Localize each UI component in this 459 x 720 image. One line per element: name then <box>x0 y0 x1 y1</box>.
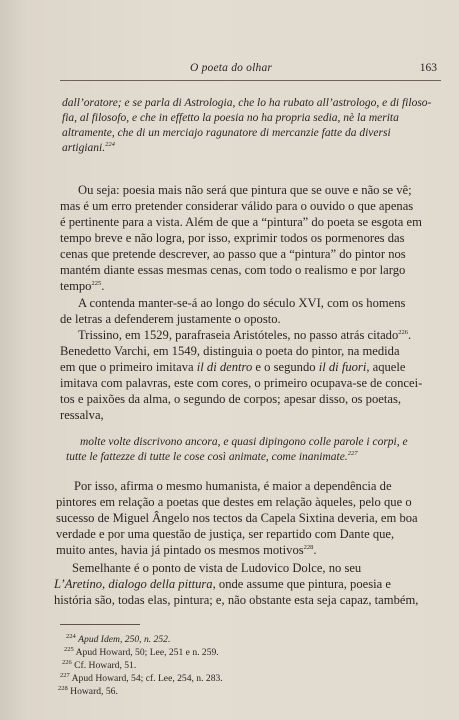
italic-title: L’Aretino, dialogo della pittura <box>54 577 213 591</box>
quote1-line: altramente, che di un merciajo ragunatore di mercanzie fatte da diversi <box>62 127 391 139</box>
quote2-line: tutte le fattezze di tutte le cose così animate, come inanimate. <box>66 451 348 463</box>
running-header <box>60 62 441 81</box>
body-line: mas é um erro pretender considerar válido para o ouvido o que apenas <box>60 199 414 213</box>
body-text: Trissino, em 1529, parafraseia Aristóteles, no passo atrás citado <box>78 328 399 342</box>
footnote-ref: 226 <box>398 328 409 336</box>
footnote-text: Cf. Howard, 51. <box>74 660 137 671</box>
body-line <box>54 576 391 592</box>
body-line: é pertinente para a vista. Além de que a “pintura” do poeta se esgota em <box>60 215 422 229</box>
footnote-text: Apud Howard, 54; cf. Lee, 254, n. 283. <box>71 673 223 684</box>
body-line <box>60 359 406 375</box>
footnote-number: 228 <box>58 684 68 692</box>
body-last-line: muito antes, havia já pintado os mesmos motivos$^{228}$. <box>56 543 317 557</box>
footnote-number: 224 <box>66 632 76 640</box>
body-line: Benedetto Varchi, em 1549, distinguia o poeta do pintor, na medida <box>60 344 400 358</box>
body-line: de letras a defenderem justamente o oposto. <box>60 312 281 326</box>
quote1-line: artigiani. <box>62 142 106 154</box>
body-text: em que o primeiro imitava <box>60 360 197 374</box>
quote1-line: dall’oratore; e se parla di Astrologia, che lo ha rubato all’astrologo, e di filoso- <box>62 97 432 109</box>
footnote-number: 226 <box>62 658 72 666</box>
body-text: , onde assume que pintura, poesia e <box>212 577 391 591</box>
italic-term: il di fuori <box>318 360 367 374</box>
footnote-text: Apud Idem, 250, n. 252. <box>78 634 171 645</box>
footnote-ref: 227 <box>347 450 358 458</box>
body-line: Ou seja: poesia mais não será que pintura que se ouve e não se vê; <box>78 183 412 197</box>
footnote-ref: 224 <box>105 141 115 149</box>
footnote-number: 225 <box>64 645 74 653</box>
body-line: A contenda manter-se-á ao longo do século XVI, com os homens <box>78 296 406 310</box>
body-line: ressalva, <box>60 408 104 422</box>
footnote-ref: 228 <box>303 543 314 551</box>
body-line: verdade e por uma questão de justiça, ser repartido com Dante que, <box>56 527 395 541</box>
body-line: cenas que pretende descrever, ao passo que a “pintura” do pintor nos <box>60 247 406 261</box>
footnote <box>58 684 118 700</box>
body-line: imitava com palavras, este com cores, o primeiro ocupava-se de concei- <box>60 376 423 390</box>
body-line: pintores em relação a poetas que destes em relação àqueles, pelo que o <box>56 495 412 509</box>
quote1-last-line <box>62 140 115 156</box>
body-line: tos e paixões da alma, o segundo de corpos; apesar disso, os poetas, <box>60 392 402 406</box>
footnote-number: 227 <box>60 671 70 679</box>
page-number: 163 <box>419 62 437 74</box>
body-line: história são, todas elas, pintura; e, não obstante esta seja capaz, também, <box>54 593 419 607</box>
body-line: muito antes, havia já pintado os mesmos motivos <box>56 543 304 557</box>
quote1-line: fia, al filosofo, e che in effetto la poesia no ha propria sedia, nè la merita <box>62 112 399 124</box>
body-line: Por isso, afirma o mesmo humanista, é maior a dependência de <box>74 479 392 493</box>
footnote-rule <box>60 624 140 625</box>
body-line: mantém diante essas mesmas cenas, com todo o realismo e por largo <box>60 263 406 277</box>
running-title: O poeta do olhar <box>190 62 273 74</box>
footnote-text: Apud Howard, 50; Lee, 251 e n. 259. <box>75 647 219 658</box>
footnote-ref: 225 <box>91 279 102 287</box>
body-line: Semelhante é o ponto de vista de Ludovico Dolce, no seu <box>72 561 362 575</box>
body-text: , aquele <box>366 360 406 374</box>
italic-term: il di dentro <box>196 360 253 374</box>
footnote-text: Howard, 56. <box>70 686 118 697</box>
quote2-last-line <box>66 449 357 465</box>
body-line: tempo breve e não logra, por isso, exprimir todos os pormenores das <box>60 231 405 245</box>
body-last-line: tempo$^{225}$. <box>60 279 105 293</box>
quote2-line: molte volte discrivono ancora, e quasi dipingono colle parole i corpi, e <box>80 436 408 448</box>
body-line: Trissino, em 1529, parafraseia Aristóteles, no passo atrás citado$^{226}$. <box>78 328 412 342</box>
body-line: tempo <box>60 279 92 293</box>
body-line: sucesso de Miguel Ângelo nos tectos da Capela Sixtina deveria, em boa <box>56 511 418 525</box>
body-text: e o segundo <box>252 360 319 374</box>
